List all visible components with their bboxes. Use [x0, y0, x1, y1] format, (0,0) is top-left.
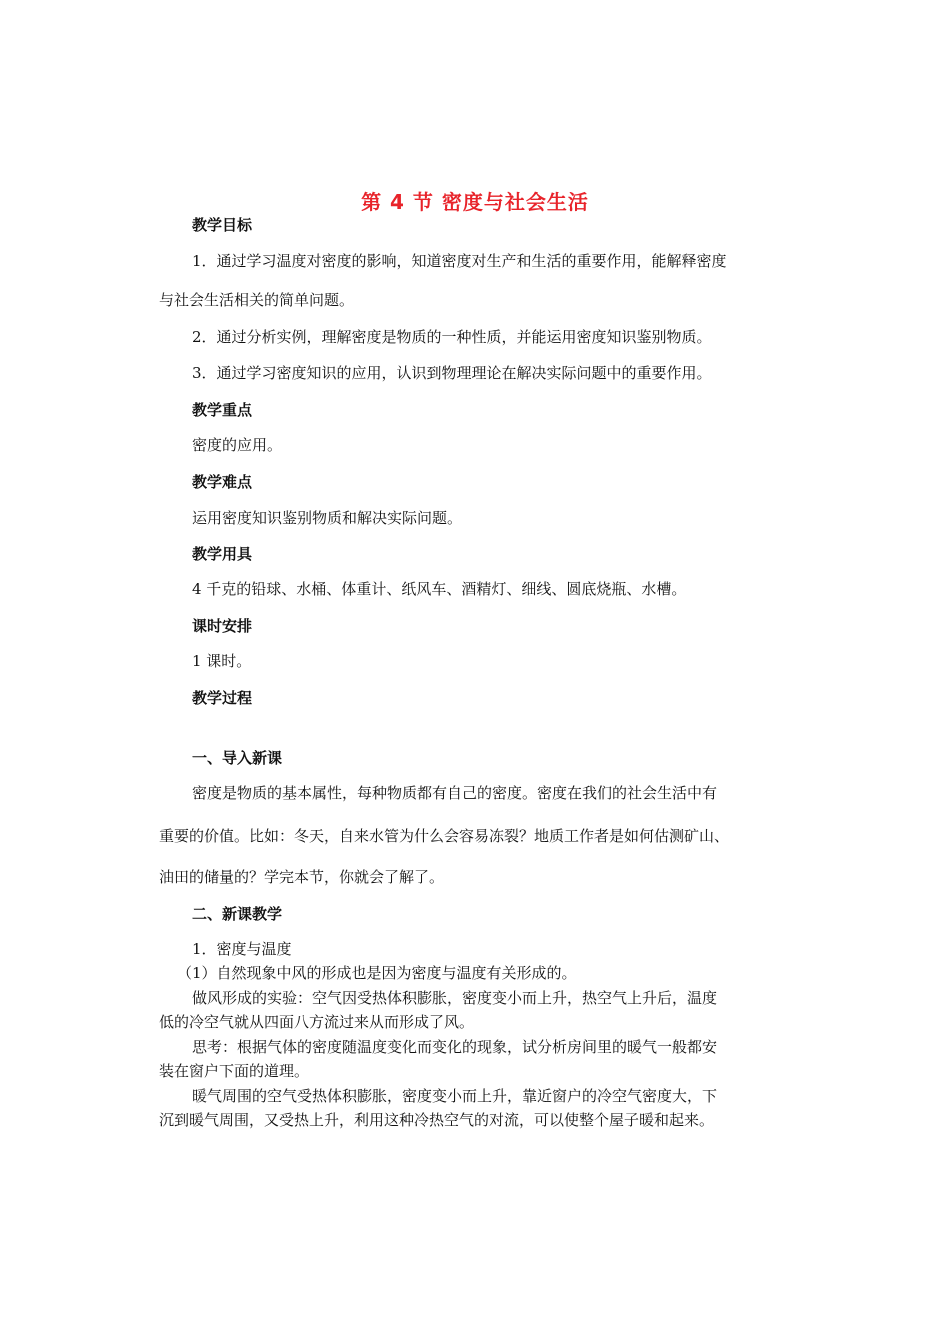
- think-line-2: 装在窗户下面的道理。: [159, 1062, 310, 1080]
- answer-line-2: 沉到暖气周围，又受热上升，利用这种冷热空气的对流，可以使整个屋子暖和起来。: [159, 1111, 715, 1129]
- density-temperature-subheading: 1．密度与温度: [192, 940, 292, 958]
- objective-1: 1．通过学习温度对密度的影响，知道密度对生产和生活的重要作用，能解释密度: [192, 252, 727, 270]
- key-points-text: 密度的应用。: [192, 436, 283, 454]
- objective-3: 3．通过学习密度知识的应用，认识到物理理论在解决实际问题中的重要作用。: [192, 364, 712, 382]
- new-lesson-heading: 二、新课教学: [192, 905, 283, 923]
- intro-heading: 一、导入新课: [192, 749, 283, 767]
- schedule-heading: 课时安排: [192, 617, 253, 635]
- intro-line-2: 重要的价值。比如：冬天，自来水管为什么会容易冻裂？地质工作者是如何估测矿山、: [159, 827, 730, 845]
- tools-heading: 教学用具: [192, 545, 253, 563]
- key-points-heading: 教学重点: [192, 401, 253, 419]
- experiment-line-2: 低的冷空气就从四面八方流过来从而形成了风。: [159, 1013, 475, 1031]
- intro-line-1: 密度是物质的基本属性，每种物质都有自己的密度。密度在我们的社会生活中有: [192, 784, 718, 802]
- process-heading: 教学过程: [192, 689, 253, 707]
- wind-formation-item: （1）自然现象中风的形成也是因为密度与温度有关形成的。: [177, 964, 577, 982]
- schedule-text: 1 课时。: [192, 652, 252, 670]
- page-title: 第 4 节 密度与社会生活: [361, 190, 589, 214]
- experiment-line-1: 做风形成的实验：空气因受热体积膨胀，密度变小而上升，热空气上升后，温度: [192, 989, 718, 1007]
- difficulties-heading: 教学难点: [192, 473, 253, 491]
- answer-line-1: 暖气周围的空气受热体积膨胀，密度变小而上升，靠近窗户的冷空气密度大，下: [192, 1087, 718, 1105]
- think-line-1: 思考：根据气体的密度随温度变化而变化的现象，试分析房间里的暖气一般都安: [192, 1038, 718, 1056]
- difficulties-text: 运用密度知识鉴别物质和解决实际问题。: [192, 509, 463, 527]
- intro-line-3: 油田的储量的？学完本节，你就会了解了。: [159, 868, 445, 886]
- objective-2: 2．通过分析实例，理解密度是物质的一种性质，并能运用密度知识鉴别物质。: [192, 328, 712, 346]
- tools-text: 4 千克的铅球、水桶、体重计、纸风车、酒精灯、细线、圆底烧瓶、水槽。: [192, 580, 687, 598]
- objectives-heading: 教学目标: [192, 216, 253, 234]
- objective-1-cont: 与社会生活相关的简单问题。: [159, 291, 355, 309]
